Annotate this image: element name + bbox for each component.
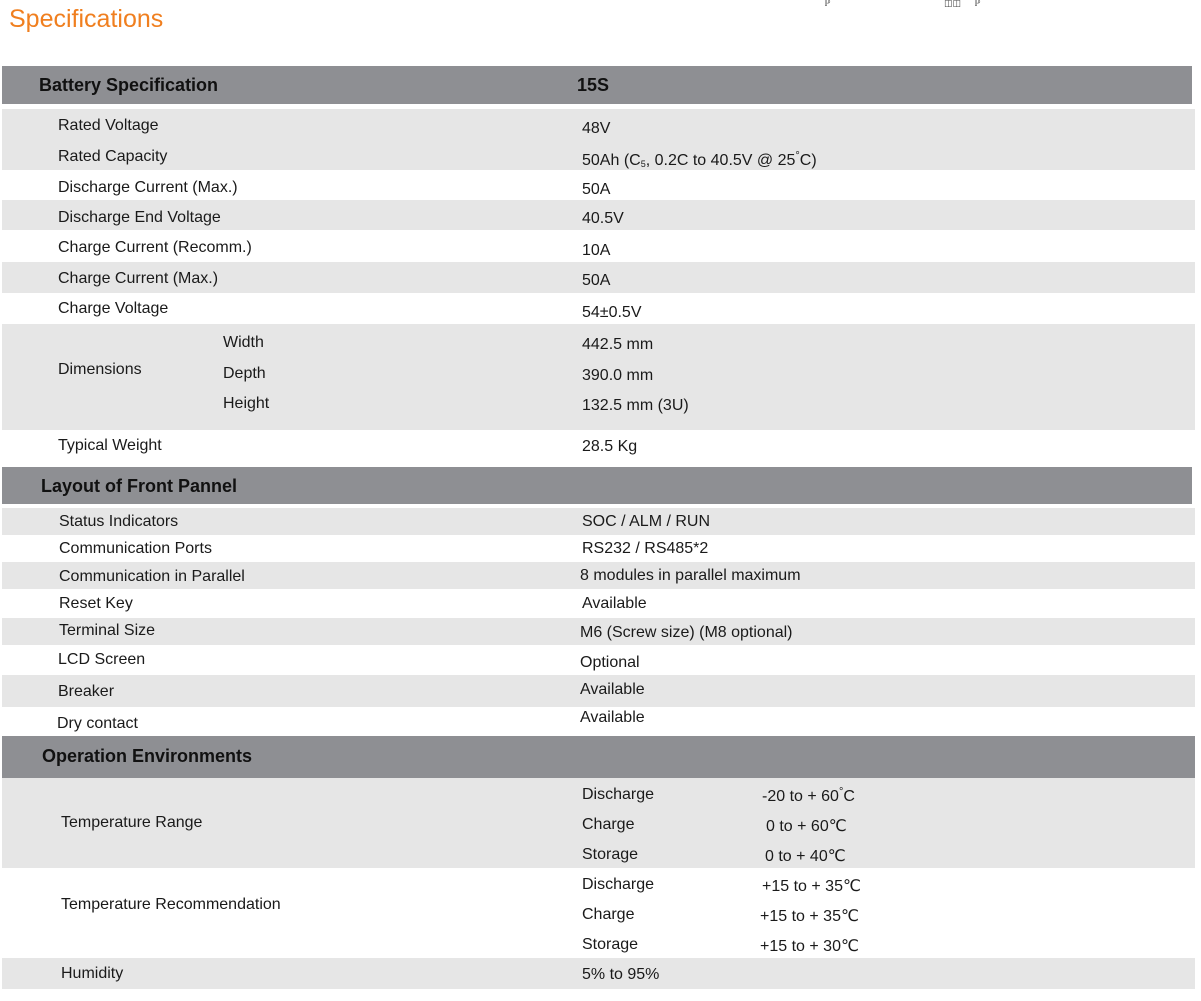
spec-label: Dimensions [58,361,142,378]
spec-label: Status Indicators [59,513,179,530]
spec-label: Typical Weight [58,437,162,454]
dimension-label: Height [223,395,270,412]
spec-value: 8 modules in parallel maximum [580,567,801,584]
spec-label: Discharge End Voltage [58,209,221,226]
condition-label: Discharge [582,786,655,803]
spec-label: Discharge Current (Max.) [58,179,238,196]
spec-value: SOC / ALM / RUN [582,513,711,530]
spec-value: 40.5V [582,210,624,227]
spec-value: 390.0 mm [582,367,654,384]
page-title: Specifications [9,5,164,33]
spec-label: Temperature Range [61,814,203,831]
spec-label: LCD Screen [58,651,146,668]
spec-value: RS232 / RS485*2 [582,540,709,557]
spec-value: 48V [582,120,611,137]
spec-value: +15 to + 35℃ [762,878,861,895]
spec-value: 50A [582,272,611,289]
spec-label: Communication Ports [59,540,212,557]
spec-value: Available [580,681,645,698]
spec-label: Reset Key [59,595,133,612]
spec-label: Charge Voltage [58,300,169,317]
spec-value: 0 to + 60℃ [766,818,847,835]
model-label: 15S [577,75,610,95]
spec-value: 10A [582,242,611,259]
spec-label: Communication in Parallel [59,568,245,585]
spec-label: Rated Capacity [58,148,168,165]
spec-value: 5% to 95% [582,966,660,983]
section-title: Operation Environments [42,746,253,766]
spec-value: M6 (Screw size) (M8 optional) [580,624,793,641]
pin-icon: ℙ [974,0,981,8]
spec-value: 50Ah ($C_5$, 0.2C to 40.5V @ 25°C) [582,150,817,169]
condition-label: Discharge [582,876,655,893]
spec-label: Charge Current (Max.) [58,270,219,287]
condition-label: Storage [582,846,639,863]
section-title: Battery Specification [39,75,219,95]
spec-value: 442.5 mm [582,336,654,353]
connector-icon: ◫◫ [944,0,962,8]
spec-label: Charge Current (Recomm.) [58,239,252,256]
spec-value: -20 to + 60°C [762,786,855,805]
spec-label: Rated Voltage [58,117,159,134]
spec-value: 50A [582,181,611,198]
spec-value: Available [580,709,645,726]
spec-value: 28.5 Kg [582,438,638,455]
section-title: Layout of Front Pannel [41,476,237,496]
condition-label: Charge [582,816,635,833]
section-header-front-panel [2,467,1192,504]
spec-value: Available [582,595,647,612]
spec-label: Breaker [58,683,115,700]
spec-value: 0 to + 40℃ [765,848,846,865]
spec-value: +15 to + 30℃ [760,938,859,955]
spec-value: 132.5 mm (3U) [582,397,689,414]
spec-value: Optional [580,654,640,671]
condition-label: Charge [582,906,635,923]
spec-label: Humidity [61,965,124,982]
spec-label: Dry contact [57,715,138,732]
pin-icon: ℙ [824,0,831,8]
spec-label: Temperature Recommendation [61,896,281,913]
condition-label: Storage [582,936,639,953]
spec-label: Terminal Size [59,622,156,639]
spec-value: 54±0.5V [582,304,642,321]
section-header-battery [2,66,1192,104]
section-header-environment [2,736,1195,778]
spec-value: +15 to + 35℃ [760,908,859,925]
dimension-label: Width [223,334,264,351]
dimension-label: Depth [223,365,266,382]
